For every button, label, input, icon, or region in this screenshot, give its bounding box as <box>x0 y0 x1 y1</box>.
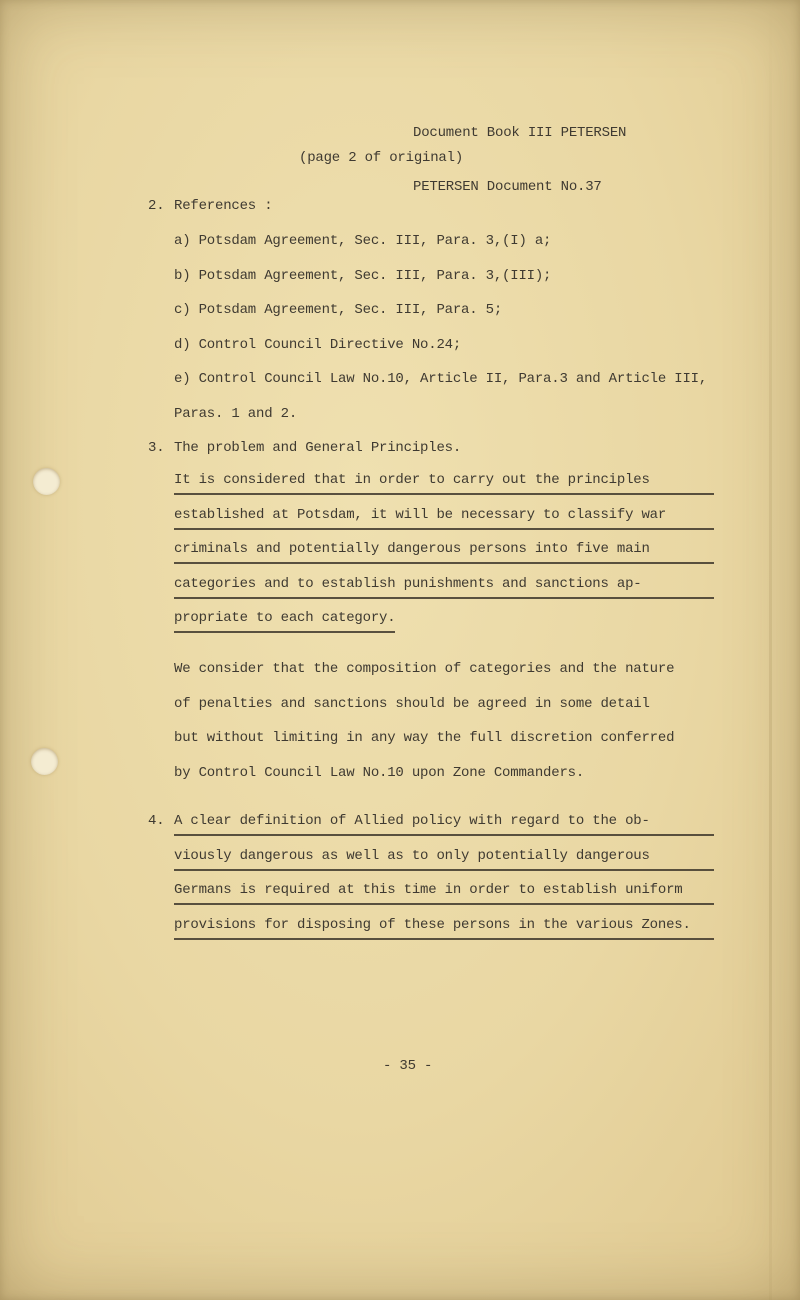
underlined-text: propriate to each category. <box>174 609 395 633</box>
underlined-text: It is considered that in order to carry out the principles <box>174 471 714 495</box>
text-line <box>174 812 714 847</box>
reference-item-d: d) Control Council Directive No.24; <box>174 336 462 353</box>
underlined-text: Germans is required at this time in order to establish uniform <box>174 881 714 905</box>
underlined-text: provisions for disposing of these persons in the various Zones. <box>174 916 714 940</box>
section-3-title: The problem and General Principles. <box>174 440 462 456</box>
reference-item-c: c) Potsdam Agreement, Sec. III, Para. 5; <box>174 302 503 318</box>
text-line <box>174 881 714 916</box>
text-line <box>174 471 714 506</box>
page-number: - 35 - <box>383 1058 433 1074</box>
text-line: by Control Council Law No.10 upon Zone Commanders. <box>174 764 585 781</box>
text-line <box>174 575 714 610</box>
text-line <box>174 847 714 882</box>
section-2-title: References : <box>174 198 273 214</box>
underlined-text: established at Potsdam, it will be necessary to classify war <box>174 506 714 530</box>
references-list <box>174 232 734 439</box>
reference-item-b: b) Potsdam Agreement, Sec. III, Para. 3,(III); <box>174 267 552 284</box>
underlined-text: viously dangerous as well as to only potentially dangerous <box>174 847 714 871</box>
header-line-2: PETERSEN Document No.37 <box>413 179 602 195</box>
text-line <box>174 506 714 541</box>
section-4-underlined-paragraph <box>174 812 714 950</box>
reference-item-a: a) Potsdam Agreement, Sec. III, Para. 3,(I) a; <box>174 233 552 249</box>
text-line: We consider that the composition of categories and the nature <box>174 661 675 677</box>
hole-punch-top <box>33 468 60 495</box>
text-line: but without limiting in any way the full discretion conferred <box>174 730 675 746</box>
section-4-number: 4. <box>148 813 165 829</box>
reference-item-e: e) Control Council Law No.10, Article II, Para.3 and Article III, <box>174 371 708 387</box>
underlined-text: categories and to establish punishments and sanctions ap- <box>174 575 714 599</box>
text-line <box>174 540 714 575</box>
header-line-1: Document Book III PETERSEN <box>413 125 627 141</box>
section-3-underlined-paragraph <box>174 471 714 644</box>
reference-item-e-cont: Paras. 1 and 2. <box>174 405 298 422</box>
paper-crease <box>769 0 772 1300</box>
underlined-text: A clear definition of Allied policy with regard to the ob- <box>174 812 714 836</box>
page-subtitle: (page 2 of original) <box>299 150 464 166</box>
text-line <box>174 916 714 951</box>
text-line <box>174 609 714 644</box>
section-2-number: 2. <box>148 198 165 214</box>
section-3-number: 3. <box>148 440 165 456</box>
underlined-text: criminals and potentially dangerous persons into five main <box>174 540 714 564</box>
text-line: of penalties and sanctions should be agreed in some detail <box>174 695 650 712</box>
hole-punch-bottom <box>31 748 58 775</box>
section-3-plain-paragraph <box>174 660 734 798</box>
